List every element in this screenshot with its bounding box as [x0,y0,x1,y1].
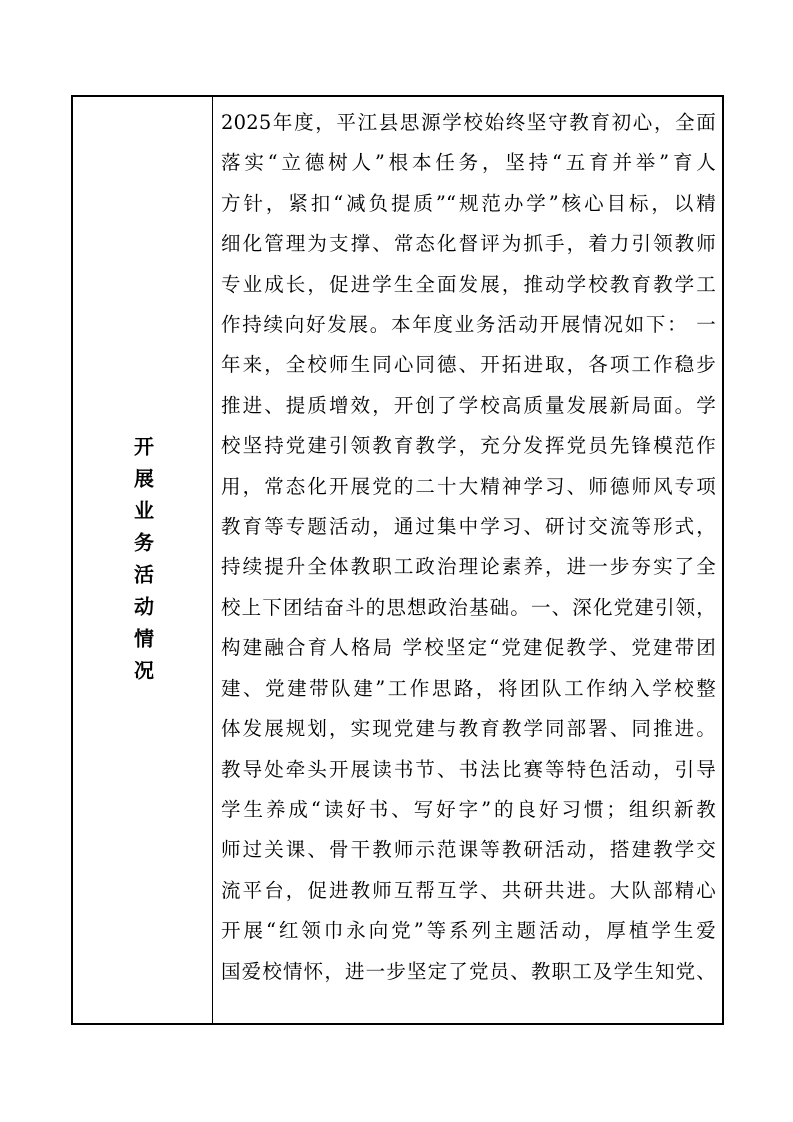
content-line: 师过关课、骨干教师示范课等教研活动，搭建教学交 [221,838,716,862]
content-line: 开展“红领巾永向党”等系列主题活动，厚植学生爱 [221,919,716,943]
content-line: 落实“立德树人”根本任务，坚持“五育并举”育人 [221,151,716,175]
content-line: 细化管理为支撑、常态化督评为抓手，着力引领教师 [221,232,716,256]
content-line: 流平台，促进教师互帮互学、共研共进。大队部精心 [221,878,716,902]
content-line: 构建融合育人格局 学校坚定“党建促教学、党建带团 [221,636,716,660]
content-line: 方针，紧扣“减负提质”“规范办学”核心目标，以精 [221,191,716,215]
content-line: 用，常态化开展党的二十大精神学习、师德师风专项 [221,474,716,498]
content-line: 学生养成“读好书、写好字”的良好习惯；组织新教 [221,797,716,821]
content-line: 专业成长，促进学生全面发展，推动学校教育教学工 [221,272,716,296]
content-line: 2025年度，平江县思源学校始终坚守教育初心，全面 [221,111,716,134]
section-label: 开展业务活动情况 [130,436,155,692]
content-line: 作持续向好发展。本年度业务活动开展情况如下： 一 [221,313,716,337]
section-label-cell [73,97,213,1023]
section-content-cell [213,97,722,1023]
content-line: 持续提升全体教职工政治理论素养，进一步夯实了全 [221,555,716,579]
content-line: 建、党建带队建”工作思路，将团队工作纳入学校整 [221,676,716,700]
content-line: 教导处牵头开展读书节、书法比赛等特色活动，引导 [221,757,716,781]
content-line: 校上下团结奋斗的思想政治基础。一、深化党建引领， [221,595,716,619]
activity-table [71,95,724,1025]
content-line: 教育等专题活动，通过集中学习、研讨交流等形式， [221,515,716,539]
content-line: 年来，全校师生同心同德、开拓进取，各项工作稳步 [221,353,716,377]
content-line: 体发展规划，实现党建与教育教学同部署、同推进。 [221,717,716,741]
content-line: 推进、提质增效，开创了学校高质量发展新局面。学 [221,393,716,417]
content-line: 国爱校情怀，进一步坚定了党员、教职工及学生知党、 [221,959,716,983]
content-line: 校坚持党建引领教育教学，充分发挥党员先锋模范作 [221,434,716,458]
